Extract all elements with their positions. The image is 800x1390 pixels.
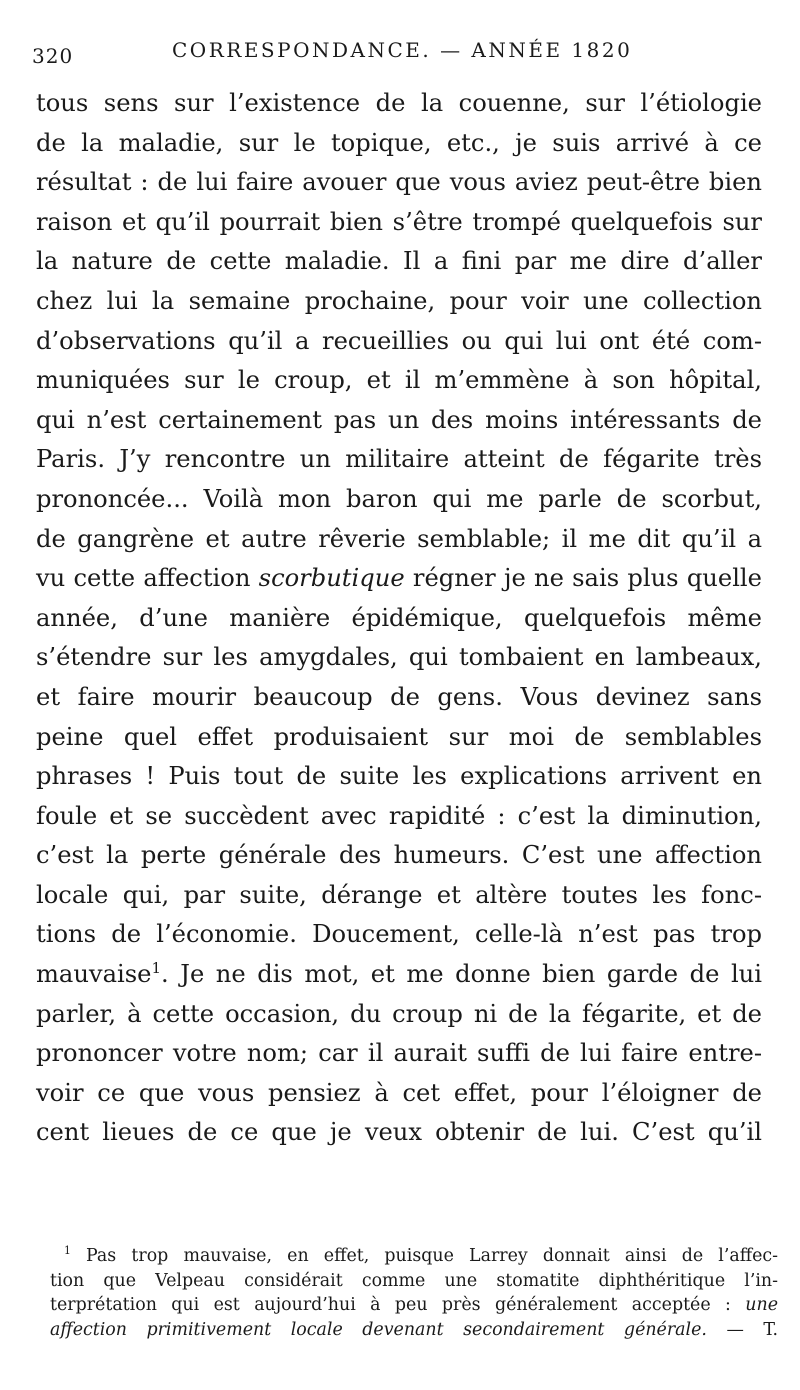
text-line: Paris. J’y rencontre un militaire atteint de fégarite très: [36, 445, 762, 474]
text-line: qui n’est certainement pas un des moins intéressants de: [36, 405, 762, 434]
footnote-line: [50, 1244, 778, 1269]
text-line: phrases ! Puis tout de suite les explications arrivent en: [36, 762, 762, 791]
text-run: mauvaise: [36, 960, 152, 989]
footnote-marker: 1: [64, 1244, 71, 1258]
page-number: 320: [32, 44, 74, 68]
text-line: [36, 955, 762, 995]
text-run: régner je ne sais plus quelle: [404, 564, 762, 593]
italic-text: affection primitivement locale devenant secondairement générale.: [50, 1319, 707, 1340]
text-run: Pas trop mauvaise, en effet, puisque Larrey donnait ainsi de l’affec-: [70, 1246, 778, 1266]
footnote-line: [50, 1293, 778, 1318]
text-line: cent lieues de ce que je veux obtenir de lui. C’est qu’il: [36, 1118, 762, 1147]
text-line: prononcer votre nom; car il aurait suffi de lui faire entre-: [36, 1039, 762, 1068]
text-run: terprétation qui est aujourd’hui à peu près généralement acceptée :: [50, 1295, 746, 1315]
text-line: la nature de cette maladie. Il a fini par me dire d’aller: [36, 247, 762, 276]
running-title: CORRESPONDANCE. — ANNÉE 1820: [172, 38, 633, 62]
italic-word: scorbutique: [258, 564, 405, 593]
text-line: foule et se succèdent avec rapidité : c’est la diminution,: [36, 801, 762, 830]
text-line: chez lui la semaine prochaine, pour voir une collection: [36, 286, 762, 315]
text-line: locale qui, par suite, dérange et altère toutes les fonc-: [36, 880, 762, 909]
text-run: vu cette affection: [36, 564, 259, 593]
text-line: tous sens sur l’existence de la couenne, sur l’étiologie: [36, 89, 762, 117]
text-line: de la maladie, sur le topique, etc., je suis arrivé à ce: [36, 128, 762, 157]
text-line: de gangrène et autre rêverie semblable; il me dit qu’il a: [36, 524, 762, 553]
text-line: muniquées sur le croup, et il m’emmène à son hôpital,: [36, 366, 762, 395]
text-line: prononcée... Voilà mon baron qui me parle de scorbut,: [36, 484, 762, 513]
text-run: . Je ne dis mot, et me donne bien garde de lui: [161, 960, 762, 989]
italic-text: une: [745, 1295, 778, 1315]
body-text: [36, 84, 762, 1153]
page-header: [32, 38, 772, 78]
footnote-line: tion que Velpeau considérait comme une stomatite diphthéritique l’in-: [50, 1270, 778, 1291]
text-line: [36, 559, 762, 599]
footnote-reference: 1: [151, 959, 162, 977]
text-line: c’est la perte générale des humeurs. C’est une affection: [36, 841, 762, 870]
footnote: [50, 1244, 778, 1342]
text-line: parler, à cette occasion, du croup ni de la fégarite, et de: [36, 999, 762, 1028]
footnote-line: [50, 1318, 778, 1343]
text-line: d’observations qu’il a recueillies ou qui lui ont été com-: [36, 326, 762, 355]
text-line: résultat : de lui faire avouer que vous aviez peut-être bien: [36, 168, 762, 197]
text-line: voir ce que vous pensiez à cet effet, pour l’éloigner de: [36, 1078, 762, 1107]
text-line: année, d’une manière épidémique, quelquefois même: [36, 603, 762, 632]
text-line: tions de l’économie. Doucement, celle-là n’est pas trop: [36, 920, 762, 949]
text-line: raison et qu’il pourrait bien s’être trompé quelquefois sur: [36, 207, 762, 236]
text-run: — T.: [706, 1319, 778, 1340]
text-line: et faire mourir beaucoup de gens. Vous devinez sans: [36, 682, 762, 711]
text-line: s’étendre sur les amygdales, qui tombaient en lambeaux,: [36, 643, 762, 672]
text-line: peine quel effet produisaient sur moi de semblables: [36, 722, 762, 751]
